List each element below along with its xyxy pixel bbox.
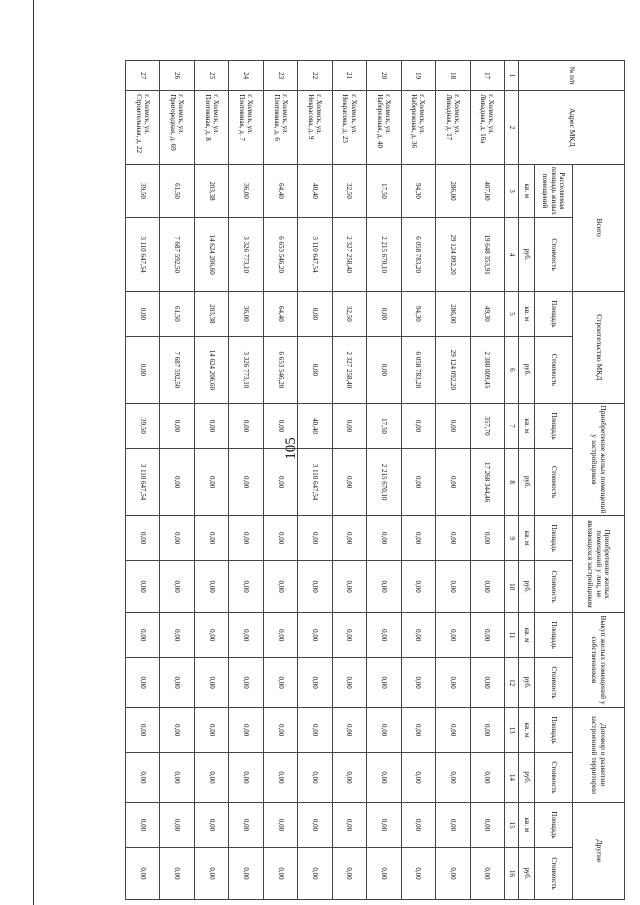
value-cell: 0,00 xyxy=(401,561,435,613)
value-cell: 0,00 xyxy=(263,449,297,516)
value-cell: 286,00 xyxy=(436,164,470,218)
value-cell: 0,00 xyxy=(263,658,297,708)
address-cell: г. Холмск, ул. Строительная, д. 22 xyxy=(126,91,160,164)
address-cell: г. Холмск, ул. Набережная, д. 40 xyxy=(367,91,401,164)
value-cell: 203,38 xyxy=(194,164,228,218)
subheader-cost: Стоимость xyxy=(535,848,573,900)
value-cell: 0,00 xyxy=(263,561,297,613)
row-number: 27 xyxy=(126,61,160,91)
value-cell: 0,00 xyxy=(436,848,470,900)
table-row xyxy=(194,61,228,900)
value-cell: 0,00 xyxy=(470,802,504,847)
unit-area: кв. м xyxy=(519,802,535,847)
value-cell: 6 058 783,20 xyxy=(401,337,435,404)
subheader-cost: Стоимость xyxy=(535,658,573,708)
address-cell: г. Холмск, ул. Ливадная, д. 17 xyxy=(436,91,470,164)
value-cell: 0,00 xyxy=(298,561,332,613)
row-number: 21 xyxy=(332,61,366,91)
header-no: № п/п xyxy=(519,61,625,91)
table-row xyxy=(263,61,297,900)
value-cell: 0,00 xyxy=(470,561,504,613)
table-row xyxy=(160,61,194,900)
value-cell: 0,00 xyxy=(470,707,504,752)
unit-cost: руб. xyxy=(519,218,535,291)
address-cell: г. Холмск, ул. Некрасова, д. 23 xyxy=(332,91,366,164)
value-cell: 0,00 xyxy=(332,802,366,847)
value-cell: 40,40 xyxy=(298,403,332,448)
value-cell: 0,00 xyxy=(126,753,160,803)
subheader-area: Площадь xyxy=(535,707,573,752)
header-acquire-developers: Приобретение жилых помещений у застройщиков xyxy=(573,403,625,515)
value-cell: 3 110 647,54 xyxy=(126,449,160,516)
column-number: 9 xyxy=(505,516,519,561)
value-cell: 0,00 xyxy=(160,848,194,900)
value-cell: 32,50 xyxy=(332,164,366,218)
value-cell: 0,00 xyxy=(367,561,401,613)
subheader-cost: Стоимость xyxy=(535,753,573,803)
column-number: 7 xyxy=(505,403,519,448)
value-cell: 0,00 xyxy=(401,658,435,708)
address-cell: г. Холмск, ул. Набережная, д. 36 xyxy=(401,91,435,164)
value-cell: 0,00 xyxy=(401,516,435,561)
table-row xyxy=(298,61,332,900)
value-cell: 19 648 353,91 xyxy=(470,218,504,291)
value-cell: 0,00 xyxy=(401,848,435,900)
unit-area: кв. м xyxy=(519,164,535,218)
value-cell: 0,00 xyxy=(160,802,194,847)
subheader-area: Площадь xyxy=(535,291,573,336)
value-cell: 0,00 xyxy=(194,561,228,613)
address-cell: г. Холмск, ул. Плотинная, д. 7 xyxy=(229,91,263,164)
value-cell: 6 058 783,20 xyxy=(401,218,435,291)
value-cell: 203,38 xyxy=(194,291,228,336)
column-number: 10 xyxy=(505,561,519,613)
row-number: 19 xyxy=(401,61,435,91)
value-cell: 14 624 206,60 xyxy=(194,218,228,291)
header-total: Всего xyxy=(573,164,625,291)
value-cell: 0,00 xyxy=(160,707,194,752)
row-number: 22 xyxy=(298,61,332,91)
subheader-area: Площадь xyxy=(535,802,573,847)
value-cell: 0,00 xyxy=(126,658,160,708)
row-number: 26 xyxy=(160,61,194,91)
value-cell: 2 327 258,40 xyxy=(332,337,366,404)
value-cell: 0,00 xyxy=(332,403,366,448)
value-cell: 64,40 xyxy=(263,291,297,336)
address-cell: г. Холмск, ул. Плотинная, д. 6 xyxy=(263,91,297,164)
value-cell: 0,00 xyxy=(367,848,401,900)
unit-cost: руб. xyxy=(519,561,535,613)
value-cell: 61,50 xyxy=(160,164,194,218)
value-cell: 0,00 xyxy=(229,707,263,752)
value-cell: 0,00 xyxy=(194,753,228,803)
value-cell: 0,00 xyxy=(401,707,435,752)
value-cell: 0,00 xyxy=(298,848,332,900)
value-cell: 0,00 xyxy=(229,613,263,658)
value-cell: 0,00 xyxy=(367,753,401,803)
value-cell: 3 110 647,54 xyxy=(298,449,332,516)
value-cell: 17 268 344,46 xyxy=(470,449,504,516)
value-cell: 94,30 xyxy=(401,164,435,218)
value-cell: 0,00 xyxy=(401,449,435,516)
page-number: 105 xyxy=(282,437,299,460)
subheader-area: Площадь xyxy=(535,403,573,448)
value-cell: 0,00 xyxy=(298,658,332,708)
column-number: 14 xyxy=(505,753,519,803)
value-cell: 0,00 xyxy=(367,658,401,708)
value-cell: 0,00 xyxy=(470,753,504,803)
value-cell: 0,00 xyxy=(367,613,401,658)
value-cell: 36,00 xyxy=(229,164,263,218)
value-cell: 36,00 xyxy=(229,291,263,336)
value-cell: 0,00 xyxy=(160,449,194,516)
header-construction: Строительство МКД xyxy=(573,291,625,403)
value-cell: 0,00 xyxy=(332,516,366,561)
value-cell: 2 327 258,40 xyxy=(332,218,366,291)
value-cell: 0,00 xyxy=(332,613,366,658)
value-cell: 0,00 xyxy=(367,802,401,847)
row-number: 23 xyxy=(263,61,297,91)
value-cell: 0,00 xyxy=(436,802,470,847)
header-development: Договор о развитии застроенной территории xyxy=(573,707,625,802)
unit-area: кв. м xyxy=(519,707,535,752)
table-row xyxy=(126,61,160,900)
value-cell: 0,00 xyxy=(160,658,194,708)
value-cell: 0,00 xyxy=(126,613,160,658)
value-cell: 0,00 xyxy=(298,707,332,752)
column-number: 11 xyxy=(505,613,519,658)
value-cell: 29 124 092,20 xyxy=(436,337,470,404)
value-cell: 0,00 xyxy=(194,802,228,847)
value-cell: 2 215 670,10 xyxy=(367,449,401,516)
value-cell: 0,00 xyxy=(263,802,297,847)
column-number: 13 xyxy=(505,707,519,752)
table-row xyxy=(401,61,435,900)
value-cell: 0,00 xyxy=(263,707,297,752)
value-cell: 61,50 xyxy=(160,291,194,336)
value-cell: 0,00 xyxy=(263,613,297,658)
subheader-cost: Стоимость xyxy=(535,561,573,613)
header-buyout: Выкуп жилых помещений у собственников xyxy=(573,613,625,708)
value-cell: 0,00 xyxy=(263,516,297,561)
value-cell: 0,00 xyxy=(229,561,263,613)
value-cell: 0,00 xyxy=(126,802,160,847)
unit-cost: руб. xyxy=(519,449,535,516)
value-cell: 0,00 xyxy=(367,707,401,752)
value-cell: 0,00 xyxy=(470,658,504,708)
value-cell: 0,00 xyxy=(229,516,263,561)
resettlement-table-container xyxy=(125,60,625,900)
value-cell: 0,00 xyxy=(229,403,263,448)
value-cell: 0,00 xyxy=(436,707,470,752)
value-cell: 0,00 xyxy=(194,848,228,900)
value-cell: 0,00 xyxy=(332,449,366,516)
value-cell: 0,00 xyxy=(470,848,504,900)
value-cell: 0,00 xyxy=(229,658,263,708)
value-cell: 0,00 xyxy=(436,613,470,658)
address-cell: г. Холмск, ул. Пригородная, д. 69 xyxy=(160,91,194,164)
table-row xyxy=(229,61,263,900)
unit-cost: руб. xyxy=(519,848,535,900)
value-cell: 0,00 xyxy=(160,753,194,803)
value-cell: 0,00 xyxy=(194,613,228,658)
unit-area: кв. м xyxy=(519,403,535,448)
address-cell: г. Холмск, ул. Некрасова, д. 9 xyxy=(298,91,332,164)
column-number: 15 xyxy=(505,802,519,847)
value-cell: 3 110 647,54 xyxy=(298,218,332,291)
value-cell: 0,00 xyxy=(194,403,228,448)
value-cell: 0,00 xyxy=(126,516,160,561)
value-cell: 6 653 546,20 xyxy=(263,337,297,404)
value-cell: 0,00 xyxy=(367,516,401,561)
unit-area: кв. м xyxy=(519,613,535,658)
value-cell: 39,50 xyxy=(126,403,160,448)
row-number: 18 xyxy=(436,61,470,91)
subheader-cost: Стоимость xyxy=(535,337,573,404)
row-number: 17 xyxy=(470,61,504,91)
value-cell: 0,00 xyxy=(194,658,228,708)
value-cell: 0,00 xyxy=(332,707,366,752)
resettlement-table xyxy=(125,60,625,900)
value-cell: 40,40 xyxy=(298,164,332,218)
value-cell: 7 687 592,50 xyxy=(160,337,194,404)
value-cell: 0,00 xyxy=(160,561,194,613)
address-cell: г. Холмск, ул. Ливадная, д. 16а xyxy=(470,91,504,164)
value-cell: 0,00 xyxy=(401,613,435,658)
header-address: Адрес МКД xyxy=(519,91,625,164)
value-cell: 0,00 xyxy=(401,403,435,448)
column-number: 3 xyxy=(505,164,519,218)
header-other: Другие xyxy=(573,802,625,899)
value-cell: 0,00 xyxy=(263,403,297,448)
value-cell: 0,00 xyxy=(298,337,332,404)
value-cell: 0,00 xyxy=(436,449,470,516)
value-cell: 0,00 xyxy=(332,658,366,708)
value-cell: 0,00 xyxy=(160,613,194,658)
column-number: 5 xyxy=(505,291,519,336)
value-cell: 0,00 xyxy=(229,753,263,803)
value-cell: 3 326 773,10 xyxy=(229,218,263,291)
value-cell: 0,00 xyxy=(298,753,332,803)
row-number: 25 xyxy=(194,61,228,91)
value-cell: 0,00 xyxy=(160,403,194,448)
subheader-area: Площадь xyxy=(535,516,573,561)
value-cell: 6 653 546,20 xyxy=(263,218,297,291)
value-cell: 0,00 xyxy=(229,848,263,900)
value-cell: 0,00 xyxy=(126,291,160,336)
value-cell: 3 110 647,54 xyxy=(126,218,160,291)
value-cell: 0,00 xyxy=(436,403,470,448)
table-body xyxy=(126,61,505,900)
value-cell: 0,00 xyxy=(298,291,332,336)
value-cell: 2 380 009,45 xyxy=(470,337,504,404)
value-cell: 0,00 xyxy=(436,658,470,708)
column-number: 8 xyxy=(505,449,519,516)
column-number: 12 xyxy=(505,658,519,708)
value-cell: 0,00 xyxy=(436,561,470,613)
column-number-row xyxy=(505,61,519,900)
value-cell: 0,00 xyxy=(229,449,263,516)
value-cell: 0,00 xyxy=(436,516,470,561)
value-cell: 0,00 xyxy=(367,337,401,404)
value-cell: 32,50 xyxy=(332,291,366,336)
column-number: 6 xyxy=(505,337,519,404)
table-row xyxy=(367,61,401,900)
value-cell: 0,00 xyxy=(298,613,332,658)
value-cell: 286,00 xyxy=(436,291,470,336)
value-cell: 0,00 xyxy=(401,802,435,847)
column-number: 2 xyxy=(505,91,519,164)
value-cell: 0,00 xyxy=(194,449,228,516)
left-border-line xyxy=(33,0,34,905)
value-cell: 0,00 xyxy=(470,613,504,658)
column-number: 4 xyxy=(505,218,519,291)
value-cell: 14 624 206,60 xyxy=(194,337,228,404)
address-cell: г. Холмск, ул. Плотинная, д. 8 xyxy=(194,91,228,164)
value-cell: 17,50 xyxy=(367,403,401,448)
unit-area: кв. м xyxy=(519,516,535,561)
value-cell: 0,00 xyxy=(126,337,160,404)
table-row xyxy=(332,61,366,900)
header-acquire-non-developers: Приобретение жилых помещений у лиц, не являющихся застройщиком xyxy=(573,516,625,613)
table-row xyxy=(436,61,470,900)
value-cell: 2 215 670,10 xyxy=(367,218,401,291)
row-number: 20 xyxy=(367,61,401,91)
value-cell: 0,00 xyxy=(194,516,228,561)
value-cell: 0,00 xyxy=(126,848,160,900)
column-number: 16 xyxy=(505,848,519,900)
value-cell: 0,00 xyxy=(126,561,160,613)
value-cell: 0,00 xyxy=(263,753,297,803)
value-cell: 0,00 xyxy=(332,561,366,613)
unit-cost: руб. xyxy=(519,753,535,803)
value-cell: 407,00 xyxy=(470,164,504,218)
subheader-cost: Стоимость xyxy=(535,449,573,516)
subheader-total-area: Расселяемая площадь жилых помещений xyxy=(535,164,573,218)
value-cell: 0,00 xyxy=(229,802,263,847)
value-cell: 357,70 xyxy=(470,403,504,448)
value-cell: 0,00 xyxy=(470,516,504,561)
value-cell: 0,00 xyxy=(194,707,228,752)
value-cell: 0,00 xyxy=(263,848,297,900)
value-cell: 0,00 xyxy=(332,848,366,900)
value-cell: 39,50 xyxy=(126,164,160,218)
value-cell: 49,30 xyxy=(470,291,504,336)
table-row xyxy=(470,61,504,900)
value-cell: 0,00 xyxy=(298,516,332,561)
value-cell: 94,30 xyxy=(401,291,435,336)
value-cell: 0,00 xyxy=(436,753,470,803)
value-cell: 0,00 xyxy=(332,753,366,803)
value-cell: 7 687 592,50 xyxy=(160,218,194,291)
subheader-area: Площадь xyxy=(535,613,573,658)
column-number: 1 xyxy=(505,61,519,91)
value-cell: 0,00 xyxy=(298,802,332,847)
value-cell: 29 124 092,20 xyxy=(436,218,470,291)
value-cell: 3 326 773,10 xyxy=(229,337,263,404)
value-cell: 0,00 xyxy=(126,707,160,752)
unit-cost: руб. xyxy=(519,337,535,404)
unit-area: кв. м xyxy=(519,291,535,336)
unit-cost: руб. xyxy=(519,658,535,708)
value-cell: 17,50 xyxy=(367,164,401,218)
value-cell: 0,00 xyxy=(367,291,401,336)
value-cell: 0,00 xyxy=(160,516,194,561)
value-cell: 64,40 xyxy=(263,164,297,218)
subheader-cost: Стоимость xyxy=(535,218,573,291)
row-number: 24 xyxy=(229,61,263,91)
value-cell: 0,00 xyxy=(401,753,435,803)
